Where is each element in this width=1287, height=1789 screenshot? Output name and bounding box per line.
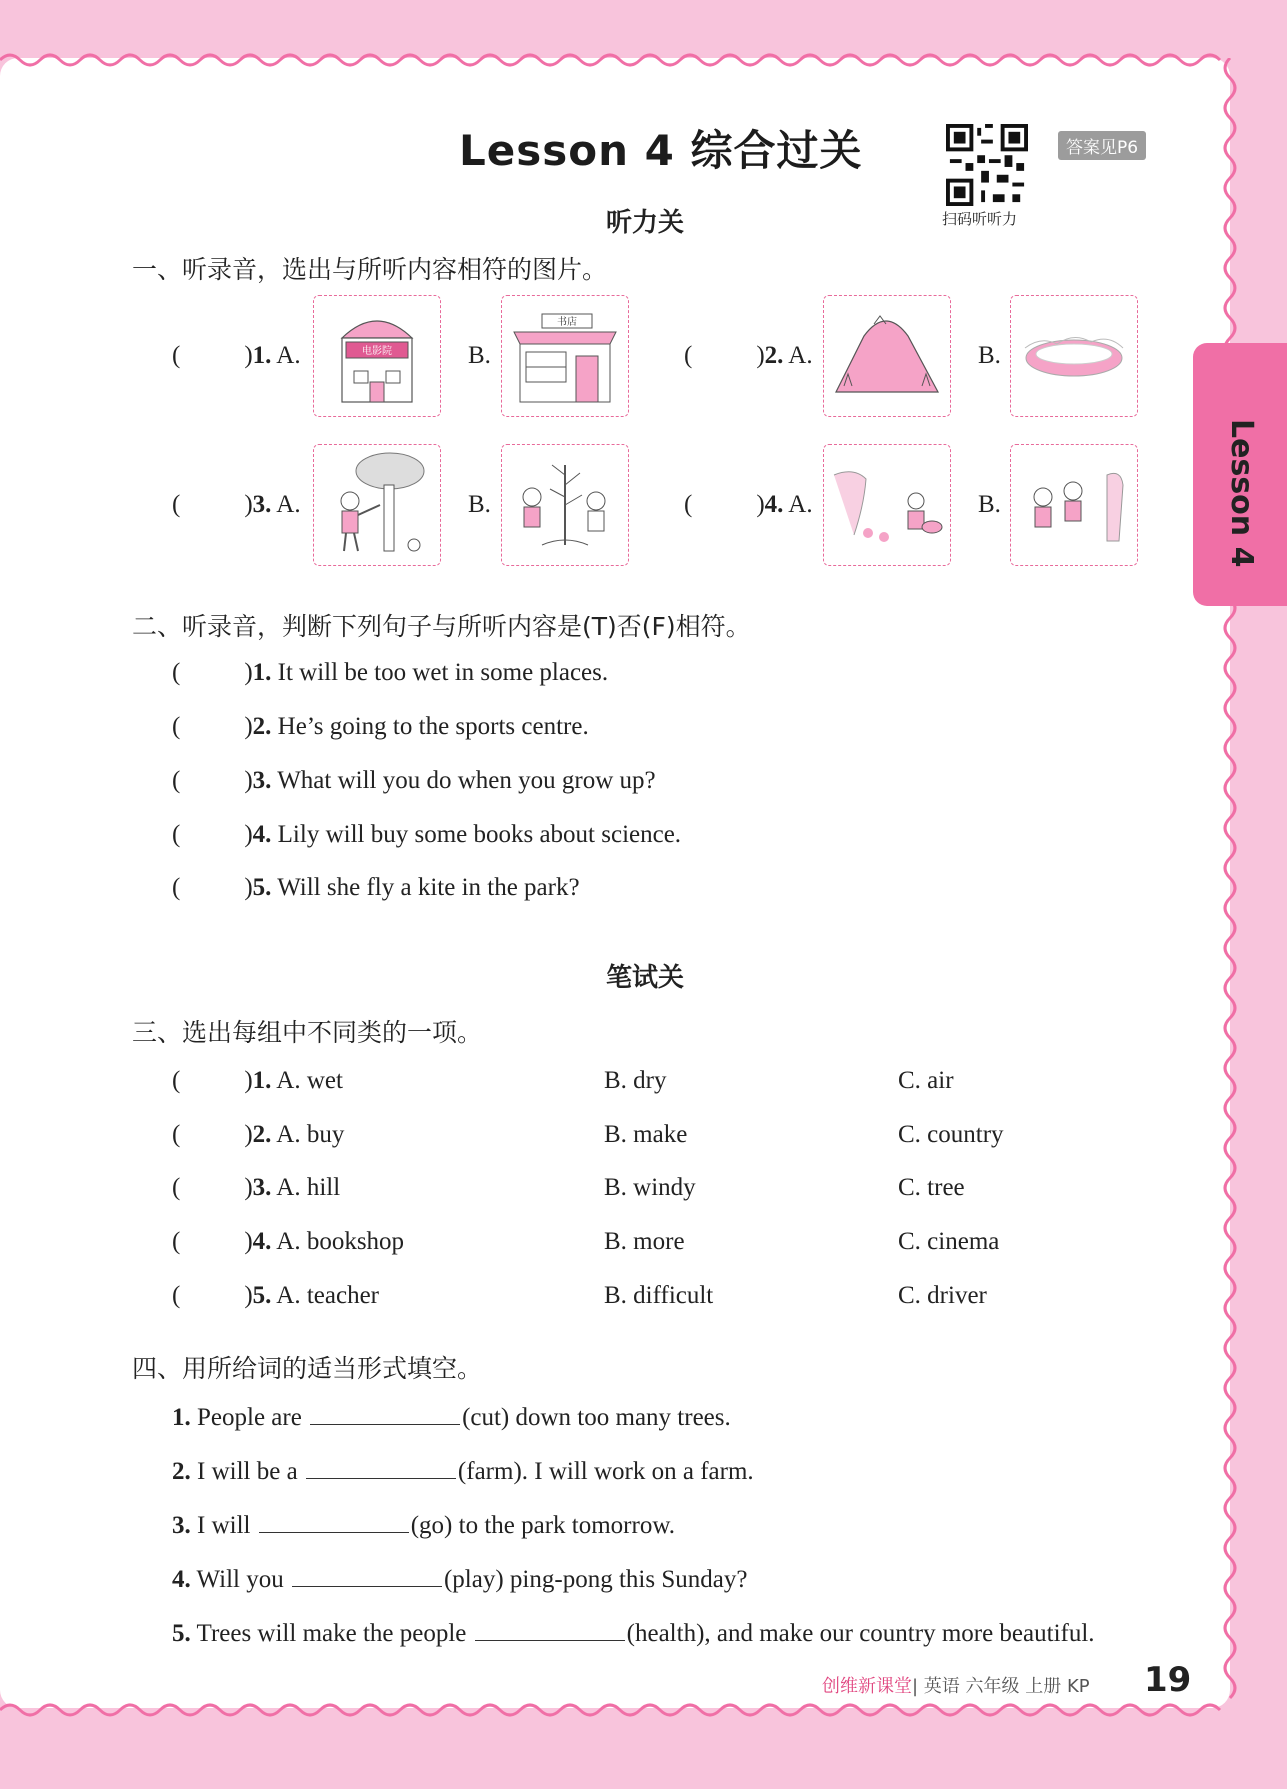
side-lesson-tab: [1193, 343, 1287, 606]
q1-heading: 一、听录音，选出与所听内容相符的图片。: [132, 255, 608, 284]
q4-item-5: 5. Trees will make the people (health), and make our country more beautiful.: [172, 1620, 1095, 1647]
q2-item-2: ( )2. He’s going to the sports centre.: [172, 713, 589, 740]
q2-item-3: ( )3. What will you do when you grow up?: [172, 767, 656, 794]
q3-item-5-b: B. difficult: [604, 1282, 714, 1309]
q3-item-4: ( )4. A. bookshop: [172, 1228, 405, 1255]
q2-heading: 二、听录音，判断下列句子与所听内容是(T)否(F)相符。: [132, 612, 751, 641]
q2-item-5: ( )5. Will she fly a kite in the park?: [172, 874, 580, 901]
q2-item-4: ( )4. Lily will buy some books about science.: [172, 821, 682, 848]
q1-item-1: ( )1. A.: [172, 342, 301, 369]
q3-item-2-c: C. country: [898, 1121, 1004, 1148]
q3-item-2: ( )2. A. buy: [172, 1121, 345, 1148]
lake-icon[interactable]: [1010, 295, 1138, 417]
q3-item-5: ( )5. A. teacher: [172, 1282, 379, 1309]
page-number: 19: [1144, 1660, 1192, 1700]
bookstore-icon[interactable]: [501, 295, 629, 417]
top-wavy-border: [0, 48, 1230, 72]
page-title: Lesson 4 综合过关: [459, 126, 863, 175]
q3-item-4-c: C. cinema: [898, 1228, 1000, 1255]
q1-item-4-b: B.: [978, 491, 1001, 518]
q1-item-1-b: B.: [468, 342, 491, 369]
svg-text:电影院: 电影院: [362, 346, 392, 357]
q3-item-5-c: C. driver: [898, 1282, 987, 1309]
fill-blank-2[interactable]: [306, 1458, 456, 1479]
q3-item-4-b: B. more: [604, 1228, 685, 1255]
q1-item-3-b: B.: [468, 491, 491, 518]
q2-item-1: ( )1. It will be too wet in some places.: [172, 659, 609, 686]
q4-item-3: 3. I will (go) to the park tomorrow.: [172, 1512, 676, 1539]
planting-tree-icon[interactable]: [501, 444, 629, 566]
fill-blank-5[interactable]: [475, 1620, 625, 1641]
q4-item-4: 4. Will you (play) ping-pong this Sunday?: [172, 1566, 748, 1593]
fill-blank-4[interactable]: [292, 1566, 442, 1587]
q1-item-3: ( )3. A.: [172, 491, 301, 518]
q3-item-1: ( )1. A. wet: [172, 1067, 343, 1094]
answer-tag: 答案见P6: [1058, 131, 1146, 160]
q3-heading: 三、选出每组中不同类的一项。: [132, 1018, 483, 1047]
writing-section-heading: 笔试关: [606, 963, 685, 993]
q4-item-1: 1. People are (cut) down too many trees.: [172, 1404, 731, 1431]
garden-icon[interactable]: [823, 444, 951, 566]
fill-blank-1[interactable]: [310, 1404, 460, 1425]
q3-item-1-b: B. dry: [604, 1067, 667, 1094]
q3-item-3-b: B. windy: [604, 1174, 696, 1201]
qr-caption: 扫码听听力: [942, 210, 1018, 228]
cinema-icon[interactable]: [313, 295, 441, 417]
q1-item-2: ( )2. A.: [684, 342, 813, 369]
q1-item-4: ( )4. A.: [684, 491, 813, 518]
right-wavy-border: [1218, 58, 1242, 1708]
footer-info: | 英语 六年级 上册 KP: [912, 1676, 1090, 1697]
q3-item-3-c: C. tree: [898, 1174, 965, 1201]
q1-item-2-b: B.: [978, 342, 1001, 369]
q3-item-1-c: C. air: [898, 1067, 954, 1094]
footer-brand: 创维新课堂: [822, 1676, 912, 1697]
qr-code-icon[interactable]: [946, 124, 1028, 206]
svg-text:书店: 书店: [557, 317, 577, 328]
cutting-tree-icon[interactable]: [313, 444, 441, 566]
listening-section-heading: 听力关: [606, 208, 685, 238]
q3-item-2-b: B. make: [604, 1121, 688, 1148]
q3-item-3: ( )3. A. hill: [172, 1174, 341, 1201]
footer: [822, 1672, 1090, 1698]
children-icon[interactable]: [1010, 444, 1138, 566]
bottom-wavy-border: [0, 1698, 1230, 1722]
side-tab-label: Lesson 4: [1224, 419, 1259, 568]
fill-blank-3[interactable]: [259, 1512, 409, 1533]
mountain-icon[interactable]: [823, 295, 951, 417]
q4-heading: 四、用所给词的适当形式填空。: [132, 1354, 483, 1383]
q4-item-2: 2. I will be a (farm). I will work on a farm.: [172, 1458, 754, 1485]
